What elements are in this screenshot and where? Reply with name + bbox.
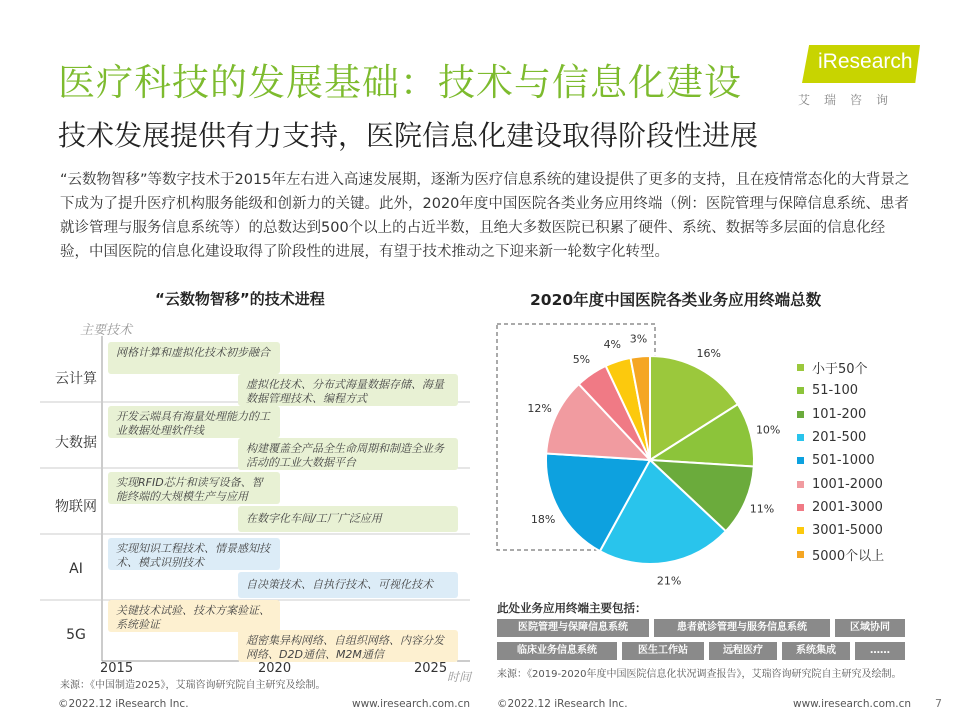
tag-regional-collab: 区域协同 <box>835 619 905 637</box>
footer-copyright-left: ©2022.12 iResearch Inc. <box>58 698 189 710</box>
page-number: 7 <box>935 697 942 710</box>
bigdata-late-box: 构建覆盖全产品全生命周期和制造全业务活动的工业大数据平台 <box>238 438 458 470</box>
page-subtitle: 技术发展提供有力支持，医院信息化建设取得阶段性进展 <box>58 119 759 152</box>
tag-clinical-system: 临床业务信息系统 <box>497 642 617 660</box>
row-label-5g: 5G <box>66 627 86 643</box>
cloud-late-box: 虚拟化技术、分布式海量数据存储、海量数据管理技术、编程方式 <box>238 374 458 406</box>
legend-swatch <box>797 481 804 488</box>
year-label-2025: 2025 <box>414 661 448 676</box>
page-title: 医疗科技的发展基础：技术与信息化建设 <box>58 61 742 104</box>
right-source: 来源：《2019-2020年度中国医院信息化状况调查报告》，艾瑞咨询研究院自主研究及绘制。 <box>497 669 902 680</box>
iot-early-box: 实现RFID芯片和读写设备、智能终端的大规模生产与应用 <box>108 472 280 504</box>
pie-chart <box>495 322 781 592</box>
pie-label-1: 16% <box>696 347 722 361</box>
year-label-2020: 2020 <box>258 661 292 676</box>
legend-label: 小于50个 <box>812 362 868 378</box>
legend-label: 201-500 <box>812 430 867 446</box>
pie-label-2: 10% <box>755 423 781 437</box>
iot-late-box: 在数字化车间/工厂广泛应用 <box>238 506 458 532</box>
legend-swatch <box>797 457 804 464</box>
legend-swatch <box>797 364 804 371</box>
ai-early-box: 实现知识工程技术、情景感知技术、模式识别技术 <box>108 538 280 570</box>
chart-title: 2020年度中国医院各类业务应用终端总数 <box>530 291 822 309</box>
pie-label-3: 11% <box>749 502 775 516</box>
intro-paragraph: “云数物智移”等数字技术于2015年左右进入高速发展期，逐渐为医疗信息系统的建设提供了更多的支持，且在疫情常态化的大背景之下成为了提升医疗机构服务能级和创新力的关键。此外，2020年度中国医院各类业务应用终端（例：医院管理与保障信息系统、患者就诊管理与服务信息系统等）的总数达到500个以上的占近半数，且绝大多数医院已积累了硬件、系统、数据等多层面的信息化经验，中国医院的信息化建设取得了阶段性的进展，有望于技术推动之下迎来新一轮数字化转型。 <box>60 172 910 260</box>
ai-late-box: 自决策技术、自执行技术、可视化技术 <box>238 572 458 598</box>
left-source: 来源：《中国制造2025》，艾瑞咨询研究院自主研究及绘制。 <box>60 680 326 691</box>
legend-item <box>797 449 884 472</box>
legend-item <box>797 472 884 495</box>
legend-item <box>797 426 884 449</box>
pie-label-4: 21% <box>656 574 682 588</box>
timeline-x-axis-label: 时间 <box>447 670 472 684</box>
year-label-2015: 2015 <box>100 661 134 676</box>
row-label-iot: 物联网 <box>55 499 97 515</box>
legend-item <box>797 496 884 519</box>
logo-wordmark: iResearch <box>818 50 913 73</box>
row-label-bigdata: 大数据 <box>55 435 97 451</box>
legend-label: 2001-3000 <box>812 499 883 515</box>
logo-chinese-name: 艾瑞咨询 <box>798 93 903 107</box>
legend-swatch <box>797 387 804 394</box>
footer-url-left: www.iresearch.com.cn <box>352 698 471 710</box>
cloud-early-box: 网格计算和虚拟化技术初步融合 <box>108 342 280 374</box>
legend-item <box>797 379 884 402</box>
tag-ellipsis: …… <box>855 642 905 660</box>
legend-swatch <box>797 551 804 558</box>
legend-item <box>797 403 884 426</box>
5g-early-box: 关键技术试验、技术方案验证、系统验证 <box>108 600 280 632</box>
legend-swatch <box>797 411 804 418</box>
legend-swatch <box>797 527 804 534</box>
legend-label: 101-200 <box>812 406 867 422</box>
5g-late-box: 超密集异构网络、自组织网络、内容分发网络、D2D通信、M2M通信 <box>238 630 458 662</box>
legend-label: 3001-5000 <box>812 523 883 539</box>
pie-label-7: 5% <box>572 353 591 367</box>
tag-system-integration: 系统集成 <box>782 642 850 660</box>
tag-doctor-workstation: 医生工作站 <box>622 642 704 660</box>
pie-label-6: 12% <box>527 402 552 416</box>
tag-patient-service: 患者就诊管理与服务信息系统 <box>654 619 830 637</box>
tag-telemedicine: 远程医疗 <box>709 642 777 660</box>
legend-label: 1001-2000 <box>812 476 883 492</box>
legend-item <box>797 542 884 565</box>
pie-label-8: 4% <box>603 337 622 351</box>
timeline-title: “云数物智移”的技术进程 <box>155 290 325 308</box>
pie-label-9: 3% <box>629 332 648 346</box>
row-label-ai: AI <box>69 561 83 577</box>
footer-url-right: www.iresearch.com.cn <box>793 698 912 710</box>
iresearch-logo <box>790 45 920 115</box>
bigdata-early-box: 开发云端具有海量处理能力的工业数据处理软件线 <box>108 406 280 438</box>
legend-label: 501-1000 <box>812 453 875 469</box>
chart-legend <box>797 356 884 566</box>
timeline-y-axis-label: 主要技术 <box>80 323 133 338</box>
legend-swatch <box>797 504 804 511</box>
row-label-cloud: 云计算 <box>55 371 97 387</box>
legend-swatch <box>797 434 804 441</box>
pie-label-5: 18% <box>530 512 556 526</box>
tag-hospital-management: 医院管理与保障信息系统 <box>497 619 649 637</box>
legend-item <box>797 519 884 542</box>
legend-label: 51-100 <box>812 383 859 399</box>
footer-copyright-right: ©2022.12 iResearch Inc. <box>497 698 628 710</box>
legend-label: 5000个以上 <box>812 548 885 564</box>
terminal-types-title: 此处业务应用终端主要包括： <box>497 601 647 615</box>
legend-item <box>797 356 884 379</box>
